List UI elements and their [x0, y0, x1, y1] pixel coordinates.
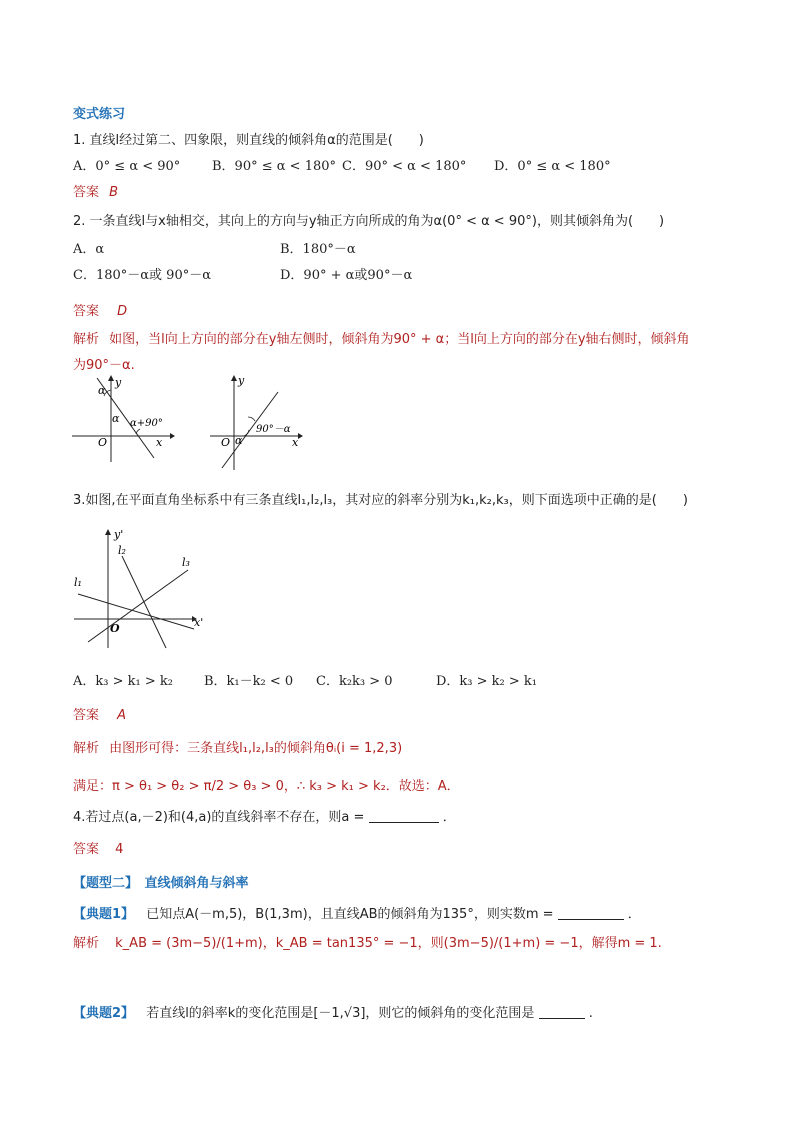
section-title: 变式练习 [73, 107, 126, 122]
q2-figure-right [208, 372, 308, 472]
ex2-blank [539, 1006, 585, 1019]
fig1-origin-label: O [98, 436, 108, 449]
q2-option-b: B．180°－α [280, 242, 356, 257]
q4-stem [73, 806, 456, 825]
fig2-y-label: y [238, 374, 245, 387]
q3-answer-label: 答案 [73, 708, 100, 723]
topic-title: 【题型二】 直线倾斜角与斜率 [73, 876, 249, 891]
fig1-alpha-mid: α [112, 412, 120, 425]
q3-fig-y-label: y' [114, 528, 124, 541]
ex1-analysis [73, 932, 662, 951]
ex2-stem [73, 1002, 593, 1021]
ex1-label: 【典题1】 [73, 907, 135, 922]
q1-answer [73, 181, 118, 200]
q3-fig-x-label: x' [194, 616, 204, 629]
fig2-angle-label: 90°－α [256, 424, 291, 435]
ex1-analysis-text: k_AB = (3m−5)/(1+m)，k_AB = tan135° = −1，则(3m−5)/(1+m) = −1，解得m = 1. [115, 936, 662, 951]
q3-analysis-label: 解析 [73, 741, 100, 756]
ex2-stem-text: 若直线l的斜率k的变化范围是[－1,√3]，则它的倾斜角的变化范围是 [146, 1006, 535, 1021]
fig2-x-label: x [292, 436, 299, 449]
ex1-stem [73, 903, 641, 922]
q4-answer [73, 838, 123, 857]
q3-option-a: A．k₃ > k₁ > k₂ [73, 674, 173, 689]
q1-answer-value: B [109, 185, 119, 200]
q4-stem-text: 4.若过点(a,－2)和(4,a)的直线斜率不存在，则a = [73, 810, 365, 825]
fig2-alpha: α [235, 434, 243, 447]
y-axis-arrow [231, 375, 237, 381]
ex1-blank [558, 907, 624, 920]
q3-answer-value: A [117, 708, 127, 723]
q3-analysis-text: 由图形可得：三条直线l₁,l₂,l₃的倾斜角θᵢ(i = 1,2,3) [109, 741, 403, 756]
q2-analysis-text: 如图，当l向上方向的部分在y轴左侧时，倾斜角为90° + α；当l向上方向的部分在y轴右侧时，倾斜角 [109, 332, 690, 347]
q2-stem: 2. 一条直线l与x轴相交，其向上的方向与y轴正方向所成的角为α(0° < α < 90°)，则其倾斜角为( ) [73, 214, 665, 229]
q1-stem: 1. 直线l经过第二、四象限，则直线的倾斜角α的范围是( ) [73, 133, 424, 148]
ex1-stem-text: 已知点A(－m,5)，B(1,3m)，且直线AB的倾斜角为135°，则实数m = [146, 907, 554, 922]
q2-analysis-line2: 为90°－α. [73, 358, 135, 373]
q3-analysis-line2: 满足：π > θ₁ > θ₂ > π/2 > θ₃ > 0，∴ k₃ > k₁ > k₂．故选：A． [73, 779, 460, 794]
ex1-stem-end: ． [627, 907, 641, 922]
q1-answer-label: 答案 [73, 185, 100, 200]
y-axis-arrow [108, 375, 114, 381]
q3-option-c: C．k₂k₃ > 0 [316, 674, 393, 689]
line-l1 [78, 594, 194, 629]
line-l3 [88, 570, 188, 642]
q3-option-b: B．k₁－k₂ < 0 [204, 674, 294, 689]
q3-analysis-line1 [73, 737, 402, 756]
q2-option-c: C．180°－α或 90°－α [73, 268, 211, 283]
q2-analysis-label: 解析 [73, 332, 100, 347]
fig2-origin-label: O [221, 436, 231, 449]
q3-answer [73, 704, 126, 723]
q1-option-a: A．0° ≤ α < 90° [73, 159, 181, 174]
y-axis-arrow [105, 529, 111, 535]
q3-fig-l2-label: l₂ [118, 544, 126, 557]
fig1-angle-label: α+90° [130, 418, 163, 429]
q1-option-b: B．90° ≤ α < 180° [212, 159, 337, 174]
angle-arc-upper [248, 417, 255, 421]
q1-option-d: D．0° ≤ α < 180° [494, 159, 611, 174]
q2-option-a: A．α [73, 242, 105, 257]
fig1-alpha-top: α [98, 384, 106, 397]
q3-fig-l1-label: l₁ [74, 576, 82, 589]
x-axis-arrow [170, 433, 175, 439]
x-axis-arrow [298, 433, 303, 439]
q2-analysis-line1 [73, 328, 690, 347]
q2-option-d: D．90° + α或90°－α [280, 268, 413, 283]
fig1-x-label: x [156, 436, 163, 449]
q3-option-d: D．k₃ > k₂ > k₁ [436, 674, 538, 689]
q2-answer [73, 300, 127, 319]
q3-fig-l3-label: l₃ [182, 556, 190, 569]
ex1-analysis-label: 解析 [73, 936, 100, 951]
q4-blank [369, 810, 439, 823]
angle-arc-bottom [136, 429, 140, 434]
q4-answer-value: 4 [115, 842, 124, 857]
ex2-stem-end: . [588, 1006, 593, 1021]
q4-stem-end: ． [442, 810, 456, 825]
q3-stem: 3.如图,在平面直角坐标系中有三条直线l₁,l₂,l₃，其对应的斜率分别为k₁,k₂,k₃，则下面选项中正确的是( ) [73, 493, 688, 508]
fig1-y-label: y [115, 376, 122, 389]
q2-answer-label: 答案 [73, 304, 100, 319]
q2-answer-value: D [117, 304, 128, 319]
q3-figure [70, 518, 210, 654]
q4-answer-label: 答案 [73, 842, 100, 857]
ex2-label: 【典题2】 [73, 1006, 135, 1021]
q3-fig-origin-label: O [110, 622, 120, 635]
q1-option-c: C．90° < α < 180° [342, 159, 467, 174]
q2-figure-left [70, 372, 175, 464]
